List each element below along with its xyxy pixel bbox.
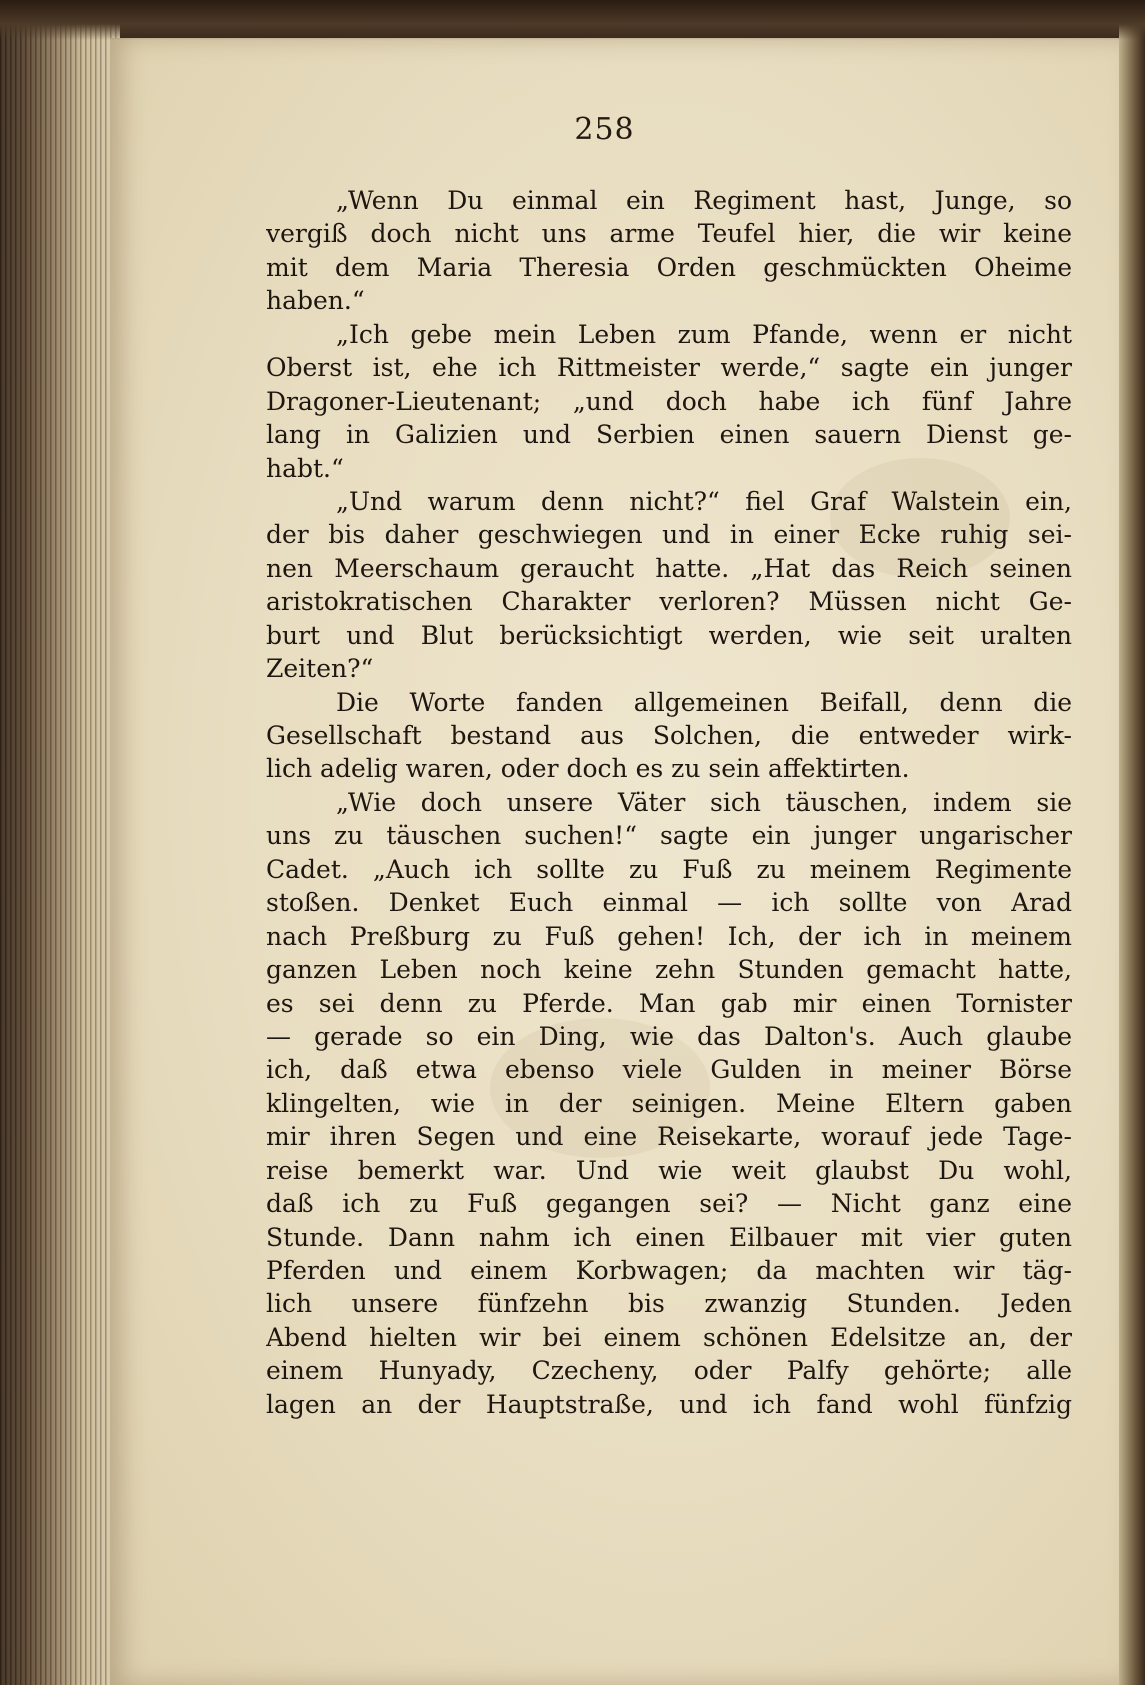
- text-line: lich adelig waren, oder doch es zu sein affektirten.: [266, 754, 910, 784]
- body-text: [266, 184, 1072, 1421]
- text-line: Stunde. Dann nahm ich einen Eilbauer mit vier guten: [266, 1222, 1072, 1252]
- text-line: vergiß doch nicht uns arme Teufel hier, die wir keine: [266, 219, 1072, 249]
- text-line: mir ihren Segen und eine Reisekarte, worauf jede Tage-: [266, 1122, 1072, 1152]
- text-line: der bis daher geschwiegen und in einer Ecke ruhig sei-: [266, 520, 1072, 550]
- page-edges: [0, 0, 120, 1685]
- text-line: Abend hielten wir bei einem schönen Edelsitze an, der: [266, 1322, 1072, 1352]
- text-line: Dragoner-Lieutenant; „und doch habe ich fünf Jahre: [266, 386, 1072, 416]
- text-line: lich unsere fünfzehn bis zwanzig Stunden. Jeden: [266, 1289, 1072, 1319]
- text-line: es sei denn zu Pferde. Man gab mir einen Tornister: [266, 988, 1072, 1018]
- text-line: Zeiten?“: [266, 654, 374, 684]
- text-line: aristokratischen Charakter verloren? Müssen nicht Ge-: [266, 587, 1072, 617]
- text-line: burt und Blut berücksichtigt werden, wie seit uralten: [266, 620, 1072, 650]
- text-line: ganzen Leben noch keine zehn Stunden gemacht hatte,: [266, 955, 1072, 985]
- text-line: Die Worte fanden allgemeinen Beifall, denn die: [336, 687, 1072, 717]
- text-line: einem Hunyady, Czecheny, oder Palfy gehörte; alle: [266, 1356, 1072, 1386]
- text-line: haben.“: [266, 286, 365, 316]
- text-line: ich, daß etwa ebenso viele Gulden in meiner Börse: [266, 1055, 1072, 1085]
- text-line: „Und warum denn nicht?“ fiel Graf Walstein ein,: [336, 486, 1072, 516]
- text-line: Cadet. „Auch ich sollte zu Fuß zu meinem Regimente: [266, 854, 1072, 884]
- page-number: 258: [574, 112, 635, 147]
- text-line: nen Meerschaum geraucht hatte. „Hat das Reich seinen: [266, 553, 1072, 583]
- page-right-edge: [1119, 0, 1145, 1685]
- text-line: Pferden und einem Korbwagen; da machten wir täg-: [266, 1256, 1072, 1285]
- text-line: Gesellschaft bestand aus Solchen, die entweder wirk-: [266, 721, 1072, 750]
- text-line: reise bemerkt war. Und wie weit glaubst Du wohl,: [266, 1155, 1072, 1185]
- text-line: Oberst ist, ehe ich Rittmeister werde,“ sagte ein junger: [266, 353, 1072, 383]
- text-line: nach Preßburg zu Fuß gehen! Ich, der ich in meinem: [266, 921, 1072, 951]
- text-line: klingelten, wie in der seinigen. Meine Eltern gaben: [266, 1088, 1072, 1118]
- top-shadow: [0, 0, 1145, 40]
- text-line: „Wie doch unsere Väter sich täuschen, indem sie: [336, 787, 1072, 817]
- text-line: habt.“: [266, 453, 344, 483]
- text-line: uns zu täuschen suchen!“ sagte ein junger ungarischer: [266, 821, 1072, 851]
- text-line: mit dem Maria Theresia Orden geschmückten Oheime: [266, 252, 1072, 282]
- text-line: — gerade so ein Ding, wie das Dalton's. Auch glaube: [266, 1021, 1072, 1051]
- text-line: lagen an der Hauptstraße, und ich fand wohl fünfzig: [266, 1389, 1072, 1419]
- text-line: daß ich zu Fuß gegangen sei? — Nicht ganz eine: [266, 1189, 1072, 1219]
- text-line: „Wenn Du einmal ein Regiment hast, Junge, so: [336, 186, 1072, 215]
- text-line: lang in Galizien und Serbien einen sauern Dienst ge-: [266, 420, 1072, 450]
- text-line: „Ich gebe mein Leben zum Pfande, wenn er nicht: [336, 319, 1072, 349]
- text-line: stoßen. Denket Euch einmal — ich sollte von Arad: [266, 888, 1072, 918]
